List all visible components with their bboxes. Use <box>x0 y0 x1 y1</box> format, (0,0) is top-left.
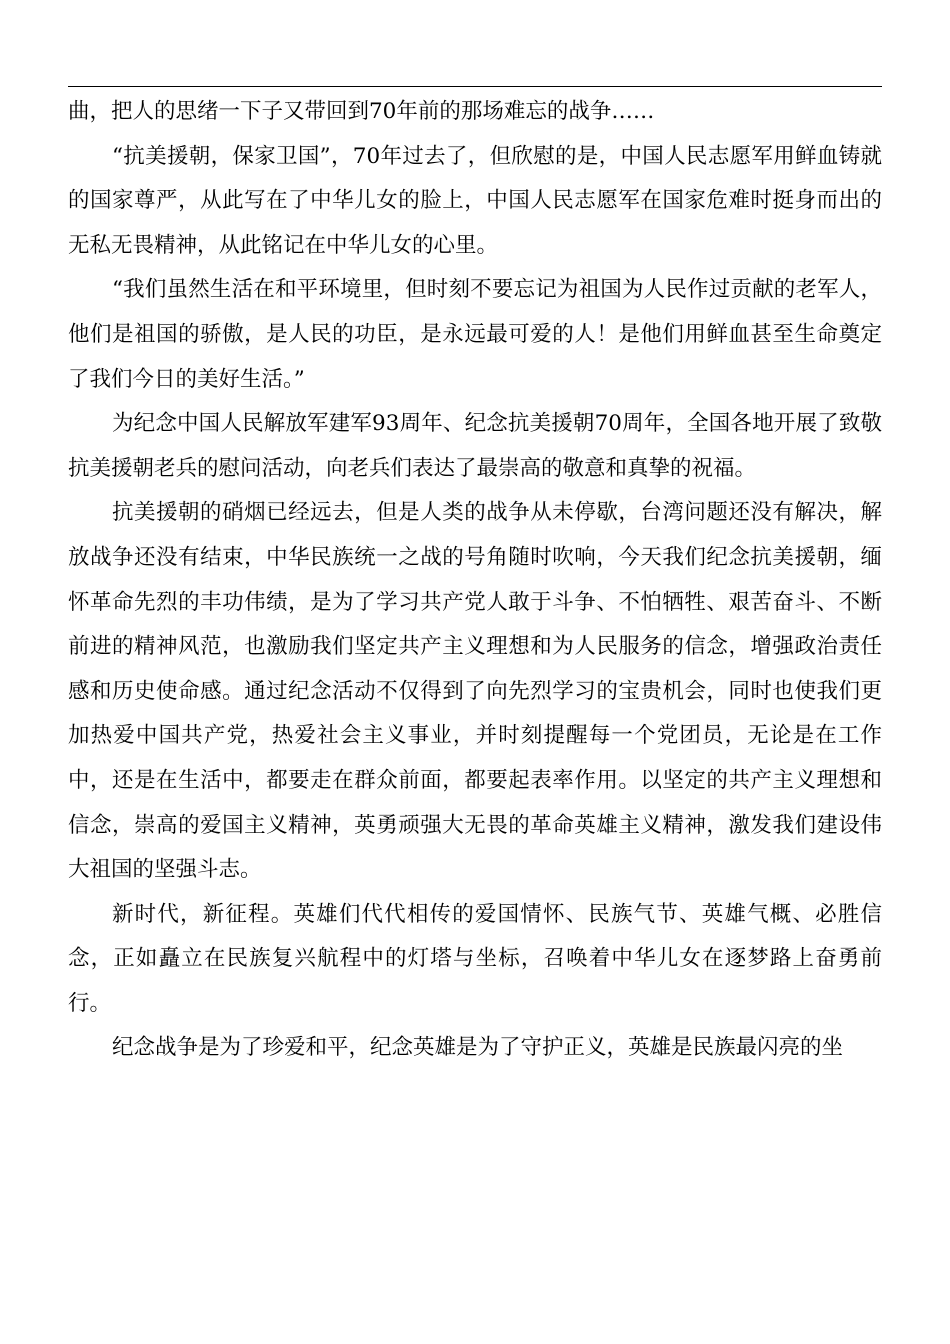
paragraph-quote: “我们虽然生活在和平环境里，但时刻不要忘记为祖国为人民作过贡献的老军人，他们是祖国的骄傲，是人民的功臣，是永远最可爱的人！是他们用鲜血甚至生命奠定了我们今日的美好生活。” <box>68 277 882 392</box>
paragraph-new-era: 新时代，新征程。英雄们代代相传的爱国情怀、民族气节、英雄气概、必胜信念，正如矗立在民族复兴航程中的灯塔与坐标，召唤着中华儿女在逐梦路上奋勇前行。 <box>68 901 882 1016</box>
paragraph-peace: 纪念战争是为了珍爱和平，纪念英雄是为了守护正义，英雄是民族最闪亮的坐 <box>112 1035 844 1061</box>
paragraph-continuation: 曲，把人的思绪一下子又带回到70年前的那场难忘的战争…… <box>68 99 655 124</box>
header-rule <box>68 86 882 87</box>
paragraph-commemoration: 为纪念中国人民解放军建军93周年、纪念抗美援朝70周年，全国各地开展了致敬抗美援朝老兵的慰问活动，向老兵们表达了最崇高的敬意和真挚的祝福。 <box>68 411 882 481</box>
document-body <box>68 90 882 1071</box>
paragraph-slogan: “抗美援朝，保家卫国”，70年过去了，但欣慰的是，中国人民志愿军用鲜血铸就的国家尊严，从此写在了中华儿女的脸上，中国人民志愿军在国家危难时挺身而出的无私无畏精神，从此铭记在中华儿女的心里。 <box>68 143 882 258</box>
paragraph-reflection: 抗美援朝的硝烟已经远去，但是人类的战争从未停歇，台湾问题还没有解决，解放战争还没有结束，中华民族统一之战的号角随时吹响，今天我们纪念抗美援朝，缅怀革命先烈的丰功伟绩，是为了学习共产党人敢于斗争、不怕牺牲、艰苦奋斗、不断前进的精神风范，也激励我们坚定共产主义理想和为人民服务的信念，增强政治责任感和历史使命感。通过纪念活动不仅得到了向先烈学习的宝贵机会，同时也使我们更加热爱中国共产党，热爱社会主义事业，并时刻提醒每一个党团员，无论是在工作中，还是在生活中，都要走在群众前面，都要起表率作用。以坚定的共产主义理想和信念，崇高的爱国主义精神，英勇顽强大无畏的革命英雄主义精神，激发我们建设伟大祖国的坚强斗志。 <box>68 500 882 883</box>
